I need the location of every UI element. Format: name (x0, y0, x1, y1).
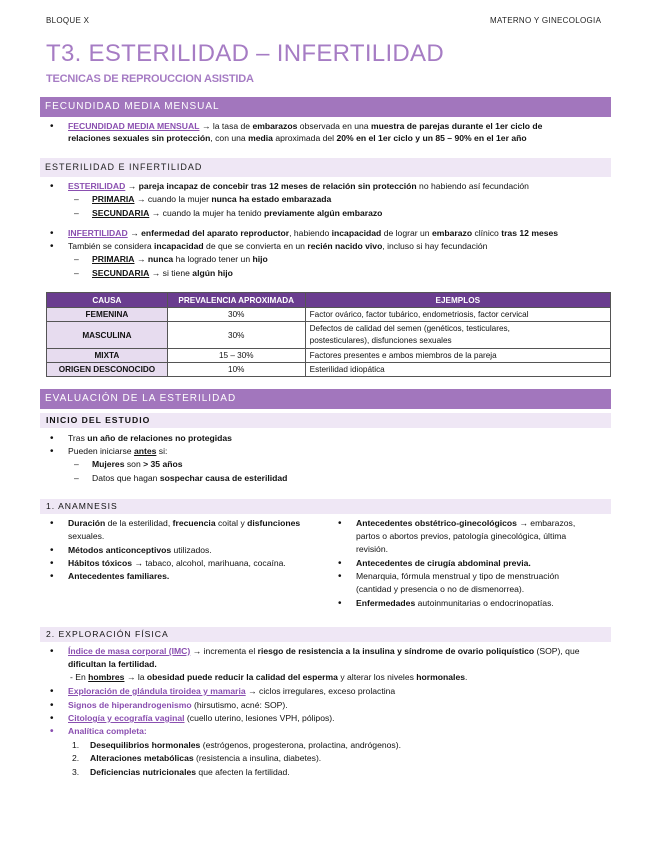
cell-prevalence: 15 – 30% (167, 349, 305, 363)
list-item: • Exploración de glándula tiroidea y mamaria → ciclos irregulares, exceso prolactina (68, 686, 395, 697)
cell-cause: FEMENINA (47, 308, 168, 322)
table-row (47, 308, 611, 322)
causes-table (46, 292, 611, 377)
list-item: • Tras un año de relaciones no protegidas (68, 433, 232, 444)
list-item: • ESTERILIDAD → pareja incapaz de concebir tras 12 meses de relación sin protección no habiendo así fecundación (68, 181, 529, 192)
col-header-ejemplos: EJEMPLOS (305, 293, 610, 308)
section-band-esterilidad: ESTERILIDAD E INFERTILIDAD (40, 158, 611, 177)
list-item: • Menarquia, fórmula menstrual y tipo de menstruación (356, 571, 559, 582)
cell-examples: Esterilidad idiopática (305, 363, 610, 377)
list-item: • FECUNDIDAD MEDIA MENSUAL → la tasa de embarazos observada en una muestra de parejas durante el 1er ciclo de (68, 121, 542, 132)
cell-cause: MASCULINA (47, 322, 168, 349)
cell-cause: MIXTA (47, 349, 168, 363)
subsection-bar (40, 499, 611, 514)
list-item: • Pueden iniciarse antes si: (68, 446, 167, 457)
cell-examples: Factor ovárico, factor tubárico, endometriosis, factor cervical (305, 308, 610, 322)
cell-examples: Defectos de calidad del semen (genéticos, testiculares, postesticulares), disfunciones sexuales (305, 322, 610, 349)
list-item: • Signos de hiperandrogenismo (hirsutismo, acné: SOP). (68, 700, 288, 711)
list-item: – SECUNDARIA → cuando la mujer ha tenido previamente algún embarazo (92, 208, 382, 219)
cell-prevalence: 10% (167, 363, 305, 377)
list-item-cont: relaciones sexuales sin protección, con una media aproximada del 20% en el 1er ciclo y un 85 – 90% en el 1er año (68, 133, 527, 143)
numbered-item: 1. Desequilibrios hormonales (estrógenos, progesterona, prolactina, andrógenos). (72, 740, 401, 750)
list-item: • Enfermedades autoinmunitarias o endocrinopatías. (356, 598, 554, 609)
list-item-cont: revisión. (356, 544, 388, 554)
list-item: • Citología y ecografía vaginal (cuello uterino, lesiones VPH, pólipos). (68, 713, 335, 724)
list-item: • Duración de la esterilidad, frecuencia coital y disfunciones (68, 518, 300, 529)
list-item: – PRIMARIA → cuando la mujer nunca ha estado embarazada (92, 194, 331, 205)
list-item: • Hábitos tóxicos → tabaco, alcohol, marihuana, cocaína. (68, 558, 286, 569)
list-item: – SECUNDARIA → si tiene algún hijo (92, 268, 233, 279)
cell-prevalence: 30% (167, 322, 305, 349)
list-item: • También se considera incapacidad de que se convierta en un recién nacido vivo, incluso si hay fecundación (68, 241, 487, 252)
list-item: • Métodos anticonceptivos utilizados. (68, 545, 212, 556)
table-row (47, 322, 611, 349)
table-header-row (47, 293, 611, 308)
cell-examples: Factores presentes e ambos miembros de la pareja (305, 349, 610, 363)
subsection-title: 2. EXPLORACIÓN FÍSICA (46, 629, 169, 639)
list-item: • Índice de masa corporal (IMC) → incrementa el riesgo de resistencia a la insulina y síndrome de ovario poliquístico (SOP), que (68, 646, 580, 657)
list-item-cont: partos o abortos previos, patología ginecológica, última (356, 531, 567, 541)
table-row (47, 349, 611, 363)
list-item: • Antecedentes obstétrico-ginecológicos → embarazos, (356, 518, 575, 529)
page-subtitle: TECNICAS DE REPROUCCION ASISTIDA (46, 73, 254, 85)
subsection-title: INICIO DEL ESTUDIO (46, 415, 151, 425)
numbered-item: 2. Alteraciones metabólicas (resistencia a insulina, diabetes). (72, 753, 322, 763)
list-item: • Antecedentes familiares. (68, 571, 169, 582)
list-item-cont: dificultan la fertilidad. (68, 659, 157, 669)
section-band-fecundidad: FECUNDIDAD MEDIA MENSUAL (40, 97, 611, 117)
list-item: • Antecedentes de cirugía abdominal previa. (356, 558, 531, 569)
col-header-causa: CAUSA (47, 293, 168, 308)
list-item: • Analítica completa: (68, 726, 147, 737)
table-row (47, 363, 611, 377)
subsection-title: 1. ANAMNESIS (46, 501, 118, 511)
section-band-evaluacion: EVALUACIÓN DE LA ESTERILIDAD (40, 389, 611, 409)
numbered-item: 3. Deficiencias nutricionales que afecten la fertilidad. (72, 767, 290, 777)
header-left: BLOQUE X (46, 16, 90, 25)
cell-cause: ORIGEN DESCONOCIDO (47, 363, 168, 377)
list-item: – Datos que hagan sospechar causa de esterilidad (92, 473, 287, 484)
col-header-prevalencia: PREVALENCIA APROXIMADA (167, 293, 305, 308)
list-item: - En hombres → la obesidad puede reducir la calidad del esperma y alterar los niveles hormonales. (70, 672, 468, 682)
list-item: – Mujeres son > 35 años (92, 459, 183, 470)
header-right: MATERNO Y GINECOLOGIA (490, 16, 602, 25)
list-item-cont: (cantidad y presencia o no de dismenorrea). (356, 584, 525, 594)
cell-prevalence: 30% (167, 308, 305, 322)
list-item-cont: sexuales. (68, 531, 105, 541)
list-item: • INFERTILIDAD → enfermedad del aparato reproductor, habiendo incapacidad de lograr un embarazo clínico tras 12 meses (68, 228, 558, 239)
list-item: – PRIMARIA → nunca ha logrado tener un hijo (92, 254, 268, 265)
page-title: T3. ESTERILIDAD – INFERTILIDAD (46, 40, 444, 67)
